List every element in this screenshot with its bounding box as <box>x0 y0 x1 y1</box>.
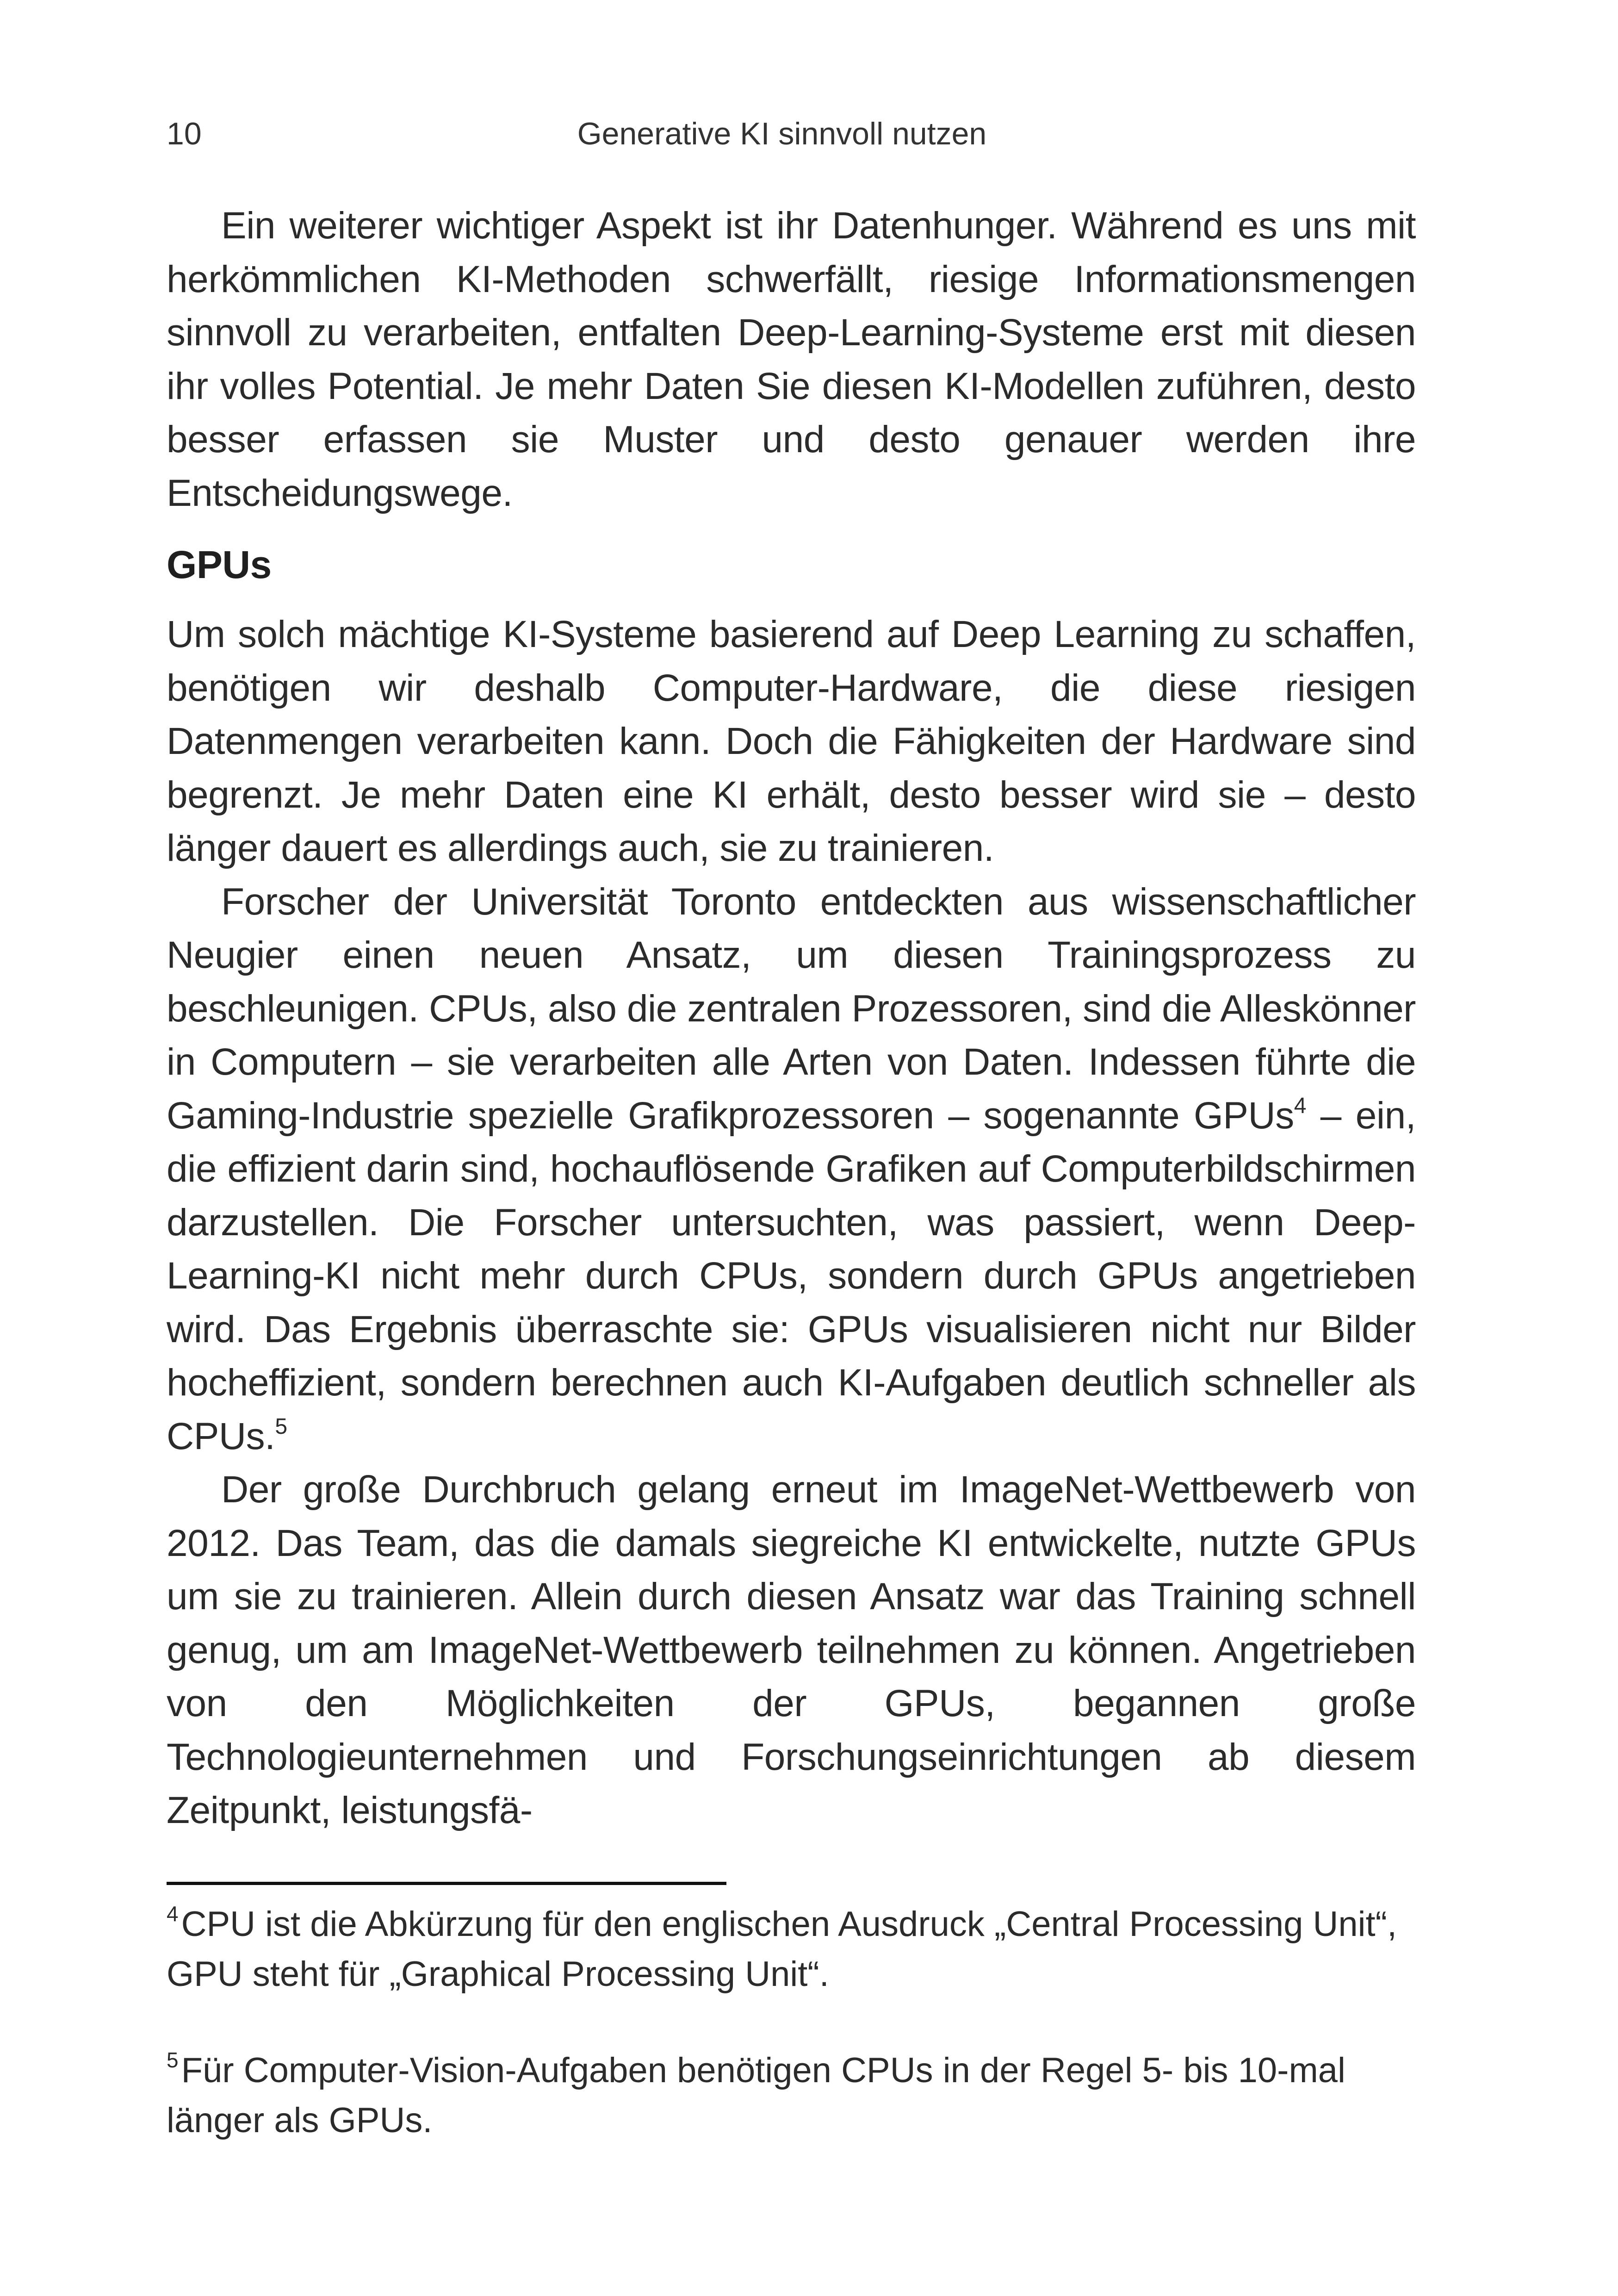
paragraph-imagenet: Der große Durchbruch gelang erneut im ImageNet-Wettbewerb von 2012. Das Team, das die damals siegreiche KI entwickelte, nutzte GPUs um sie zu trainieren. Allein durch diesen Ansatz war das Training schnell genug, um am ImageNet-Wettbewerb teilnehmen zu können. Angetrieben von den Möglichkeiten der GPUs, begannen große Technologieunternehmen und Forschungseinrichtungen ab diesem Zeitpunkt, leistungsfä- <box>167 1468 1416 1831</box>
running-title: Generative KI sinnvoll nutzen <box>577 116 987 151</box>
paragraph-toronto-part2: – ein, die effizient darin sind, hochauflösende Grafiken auf Computerbildschirmen darzustellen. Die Forscher untersuchten, was passiert, wenn Deep-Learning-KI nicht mehr durch CPUs, sondern durch GPUs angetrieben wird. Das Ergebnis überraschte sie: GPUs visualisieren nicht nur Bilder hocheffizient, sondern berechnen auch KI-Aufgaben deutlich schneller als CPUs. <box>167 1094 1416 1457</box>
footnote-4 <box>167 1899 1416 1999</box>
footnotes <box>167 1899 1416 2192</box>
section-heading-gpus: GPUs <box>167 543 272 586</box>
running-header <box>167 116 1397 153</box>
footnote-separator <box>167 1882 726 1885</box>
paragraph-datenhunger: Ein weiterer wichtiger Aspekt ist ihr Datenhunger. Während es uns mit herkömmlichen KI-Methoden schwerfällt, riesige Informationsmengen sinnvoll zu verarbeiten, entfalten Deep-Learning-Systeme erst mit diesen ihr volles Potential. Je mehr Daten Sie diesen KI-Modellen zuführen, desto besser erfassen sie Muster und desto genauer werden ihre Entscheidungswege. <box>167 205 1416 514</box>
footnote-text: CPU ist die Abkürzung für den englischen Ausdruck „Central Processing Unit“, GPU steht für „Graphical Processing Unit“. <box>167 1904 1397 1994</box>
page-number: 10 <box>167 116 202 151</box>
footnote-number: 4 <box>167 1901 179 1926</box>
footnote-text: Für Computer-Vision-Aufgaben benötigen CPUs in der Regel 5- bis 10-mal länger als GPUs. <box>167 2051 1345 2140</box>
paragraph-toronto <box>167 875 1416 1463</box>
paragraph-hardware: Um solch mächtige KI-Systeme basierend auf Deep Learning zu schaffen, benötigen wir deshalb Computer-Hardware, die diese riesigen Datenmengen verarbeiten kann. Doch die Fähigkeiten der Hardware sind begrenzt. Je mehr Daten eine KI erhält, desto besser wird sie – desto länger dauert es allerdings auch, sie zu trainieren. <box>167 613 1416 869</box>
paragraph-toronto-part1: Forscher der Universität Toronto entdeckten aus wissenschaftlicher Neugier einen neuen Ansatz, um diesen Trainingsprozess zu beschleunigen. CPUs, also die zentralen Prozessoren, sind die Alleskönner in Computern – sie verarbeiten alle Arten von Daten. Indessen führte die Gaming-Industrie spezielle Grafikprozessoren – sogenannte GPUs <box>167 880 1416 1137</box>
footnote-5 <box>167 2046 1416 2146</box>
main-text <box>167 199 1416 1837</box>
footnote-reference-5[interactable]: 5 <box>275 1414 287 1439</box>
footnote-reference-4[interactable]: 4 <box>1294 1094 1306 1119</box>
footnote-number: 5 <box>167 2047 179 2072</box>
